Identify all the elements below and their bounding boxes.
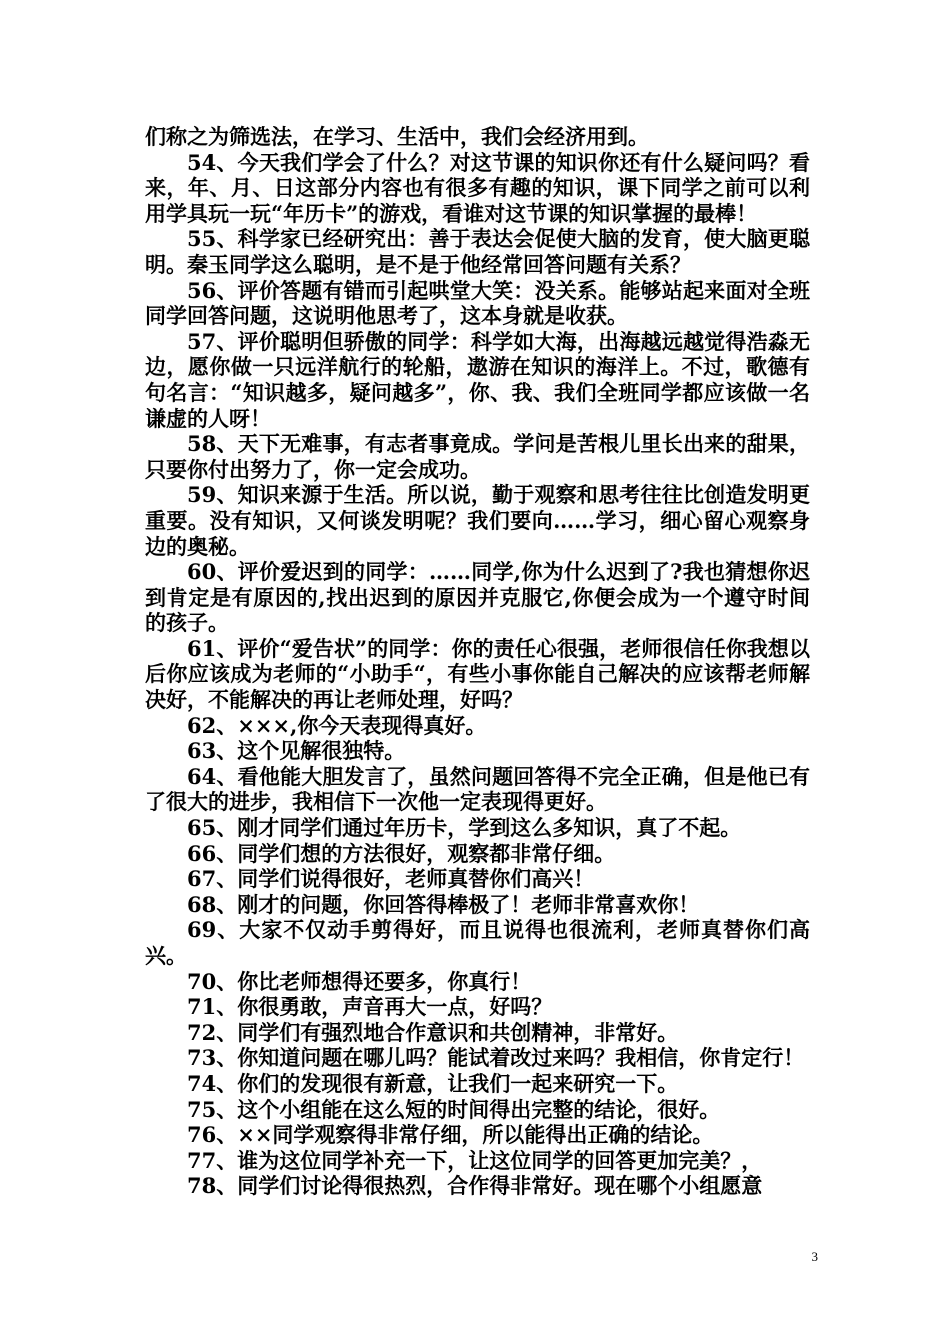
paragraph-58: 58、天下无难事，有志者事竟成。学问是苦根儿里长出来的甜果，只要你付出努力了，你一定会成功。: [145, 431, 810, 482]
paragraph-64: 64、看他能大胆发言了，虽然问题回答得不完全正确，但是他已有了很大的进步，我相信下一次他一定表现得更好。: [145, 763, 810, 815]
paragraph-60: 60、评价爱迟到的同学：……同学,你为什么迟到了?我也猜想你迟到肯定是有原因的,找出迟到的原因并克服它,你便会成为一个遵守时间的孩子。: [145, 559, 810, 636]
paragraph-continuation: 们称之为筛选法，在学习、生活中，我们会经济用到。: [145, 124, 649, 149]
paragraph-75: 75、这个小组能在这么短的时间得出完整的结论，很好。: [187, 1096, 721, 1122]
paragraph-65: 65、刚才同学们通过年历卡，学到这么多知识，真了不起。: [187, 815, 742, 841]
paragraph-73: 73、你知道问题在哪儿吗？能试着改过来吗？我相信，你肯定行！: [187, 1045, 805, 1071]
paragraph-74: 74、你们的发现很有新意，让我们一起来研究一下。: [187, 1070, 679, 1096]
paragraph-76: 76、××同学观察得非常仔细，所以能得出正确的结论。: [187, 1122, 714, 1148]
paragraph-71: 71、你很勇敢，声音再大一点，好吗？: [187, 994, 553, 1020]
paragraph-61: 61、评价“爱告状”的同学：你的责任心很强，老师很信任你我想以后你应该成为老师的“小助手“，有些小事你能自己解决的应该帮老师解决好，不能解决的再让老师处理，好吗？: [145, 635, 810, 713]
paragraph-66: 66、同学们想的方法很好，观察都非常仔细。: [187, 840, 616, 866]
paragraph-54: 54、今天我们学会了什么？对这节课的知识你还有什么疑问吗？看来，年、月、日这部分内容也有很多有趣的知识，课下同学之前可以利用学具玩一玩“年历卡”的游戏，看谁对这节课的知识掌握的最棒！: [145, 149, 810, 226]
paragraph-67: 67、同学们说得很好，老师真替你们高兴！: [187, 866, 595, 892]
paragraph-63: 63、这个见解很独特。: [187, 738, 406, 764]
paragraph-69: 69、大家不仅动手剪得好，而且说得也很流利，老师真替你们高兴。: [145, 917, 810, 968]
paragraph-68: 68、刚才的问题，你回答得棒极了！老师非常喜欢你！: [187, 891, 700, 917]
page-number: 3: [811, 1249, 818, 1264]
paragraph-62: 62、×××,你今天表现得真好。: [187, 712, 487, 738]
paragraph-72: 72、同学们有强烈地合作意识和共创精神，非常好。: [187, 1019, 679, 1045]
document-body: [145, 124, 810, 1199]
paragraph-55: 55、科学家已经研究出：善于表达会促使大脑的发育，使大脑更聪明。秦玉同学这么聪明，是不是于他经常回答问题有关系？: [145, 226, 810, 277]
paragraph-56: 56、评价答题有错而引起哄堂大笑：没关系。能够站起来面对全班同学回答问题，这说明他思考了，这本身就是收获。: [145, 277, 810, 329]
paragraph-77: 77、谁为这位同学补充一下，让这位同学的回答更加完美？，: [187, 1147, 763, 1173]
paragraph-57: 57、评价聪明但骄傲的同学：科学如大海，出海越远越觉得浩淼无边，愿你做一只远洋航行的轮船，遨游在知识的海洋上。不过，歌德有句名言：“知识越多，疑问越多”，你、我、我们全班同学都应该做一名谦虚的人呀！: [145, 328, 810, 431]
paragraph-59: 59、知识来源于生活。所以说，勤于观察和思考往往比创造发明更重要。没有知识，又何谈发明呢？我们要向……学习，细心留心观察身边的奥秘。: [145, 482, 810, 559]
paragraph-78: 78、同学们讨论得很热烈，合作得非常好。现在哪个小组愿意: [187, 1173, 763, 1199]
paragraph-70: 70、你比老师想得还要多，你真行！: [187, 968, 532, 994]
